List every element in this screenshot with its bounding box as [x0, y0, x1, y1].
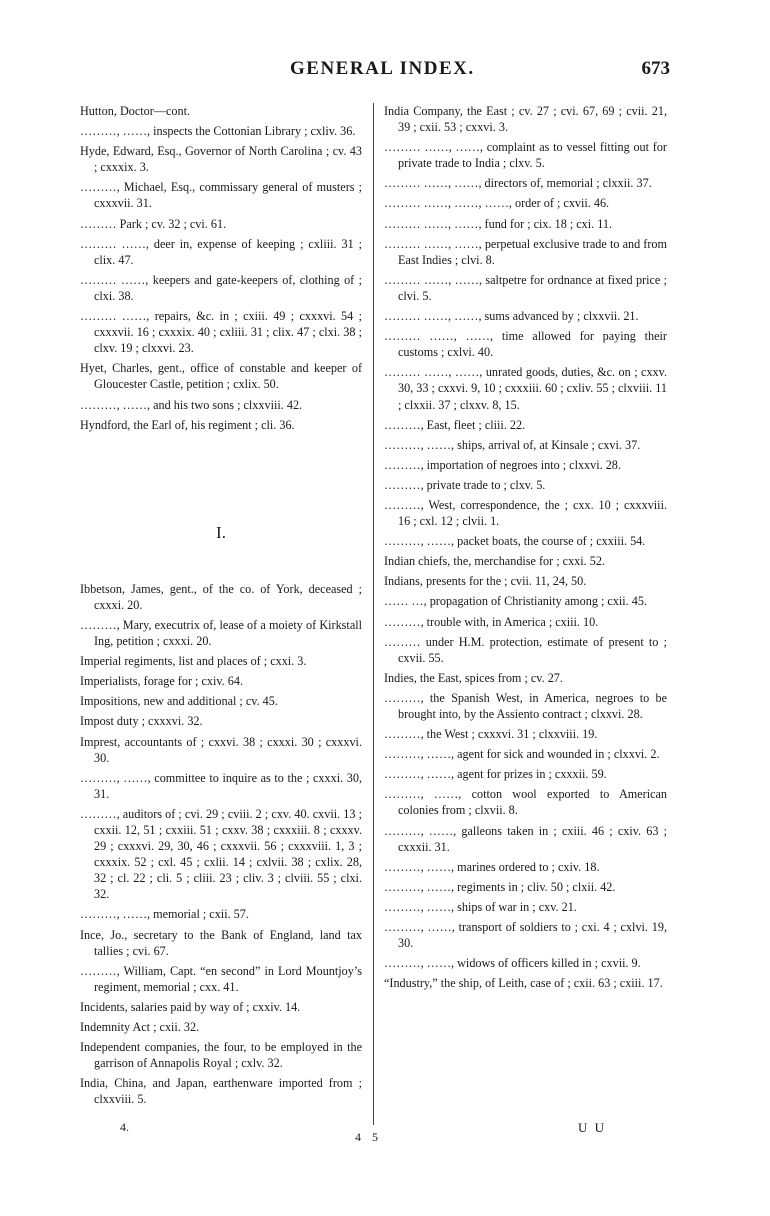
index-entry: ………, ……, and his two sons ; clxxviii. 42. [80, 397, 303, 412]
index-entry: ……… Park ; cv. 32 ; cvi. 61. [80, 216, 227, 231]
index-entry: Independent companies, the four, to be employed in the garrison of Annapolis Royal ; cxlv. 32. [80, 1040, 362, 1071]
index-entry: Imprest, accountants of ; cxxvi. 38 ; cxxxi. 30 ; cxxxvi. 30. [80, 734, 362, 765]
index-entry: ……… ……, ……, complaint as to vessel fitting out for private trade to India ; clxv. 5. [384, 140, 667, 171]
index-entry: ………, trouble with, in America ; cxiii. 10. [384, 614, 599, 629]
index-entry: ………, ……, committee to inquire as to the ; cxxxi. 30, 31. [80, 770, 362, 801]
index-entry: ……… ……, ……, perpetual exclusive trade to and from East Indies ; clvi. 8. [384, 236, 667, 267]
index-entry: Hyndford, the Earl of, his regiment ; cli. 36. [80, 417, 295, 432]
index-entry: India Company, the East ; cv. 27 ; cvi. 67, 69 ; cvii. 21, 39 ; cxii. 53 ; cxxvi. 3. [384, 104, 667, 135]
index-entry: ……… ……, ……, time allowed for paying their customs ; cxlvi. 40. [384, 329, 667, 360]
index-entry: ………, Mary, executrix of, lease of a moiety of Kirkstall Ing, petition ; cxxxi. 20. [80, 617, 362, 649]
right-entries [384, 103, 667, 991]
index-entry: ………, ……, packet boats, the course of ; cxxiii. 54. [384, 534, 646, 549]
index-entry: Ince, Jo., secretary to the Bank of England, land tax tallies ; cvi. 67. [80, 927, 362, 958]
index-entry: ………, ……, transport of soldiers to ; cxi. 4 ; cxlvi. 19, 30. [384, 920, 667, 951]
index-entry: ………, ……, widows of officers killed in ; cxvii. 9. [384, 956, 641, 971]
right-column [384, 103, 667, 995]
left-entries-h [80, 103, 362, 433]
index-entry: ………, ……, memorial ; cxii. 57. [80, 907, 249, 922]
footer-left-mark: 4. [120, 1120, 129, 1134]
index-entry: ………, ……, regiments in ; cliv. 50 ; clxii. 42. [384, 879, 616, 894]
index-entry: ………, Michael, Esq., commissary general of musters ; cxxxvii. 31. [80, 180, 362, 211]
index-entry: ………, ……, inspects the Cottonian Library ; cxliv. 36. [80, 124, 356, 139]
index-entry: …… …, propagation of Christianity among ; cxii. 45. [384, 594, 648, 609]
index-entry: ………, ……, ships of war in ; cxv. 21. [384, 899, 577, 914]
index-entry: ……… ……, deer in, expense of keeping ; cxliii. 31 ; clix. 47. [80, 236, 362, 267]
index-entry: Imperial regiments, list and places of ; cxxi. 3. [80, 654, 307, 669]
index-entry: ……… ……, repairs, &c. in ; cxiii. 49 ; cxxxvi. 54 ; cxxxvii. 16 ; cxxxix. 40 ; cxliii. 31 ; clix. 47 ; clxi. 38 ; clxv. 19 ; clxxvi. 23. [80, 309, 362, 356]
page-number: 673 [641, 58, 670, 79]
index-entry: India, China, and Japan, earthenware imported from ; clxxviii. 5. [80, 1076, 362, 1107]
index-entry: ……… ……, ……, unrated goods, duties, &c. on ; cxxv. 30, 33 ; cxxvi. 9, 10 ; cxxxiii. 60 ; cxliv. 55 ; clxviii. 11 ; clxxii. 37 ; clxxv. 8, 15. [384, 365, 667, 412]
index-entry: Indies, the East, spices from ; cv. 27. [384, 670, 563, 685]
left-entries-i [80, 581, 362, 1108]
index-entry: Impositions, new and additional ; cv. 45. [80, 694, 278, 709]
index-entry: ………, ……, ships, arrival of, at Kinsale ; cxvi. 37. [384, 437, 641, 452]
index-entry: ………, importation of negroes into ; clxxvi. 28. [384, 457, 621, 472]
index-entry: Imperialists, forage for ; cxiv. 64. [80, 674, 244, 689]
index-entry: ……… ……, ……, ……, order of ; cxvii. 46. [384, 196, 610, 211]
index-entry: ………, private trade to ; clxv. 5. [384, 477, 546, 492]
index-entry: Indian chiefs, the, merchandise for ; cxxi. 52. [384, 554, 605, 569]
index-entry: Indemnity Act ; cxii. 32. [80, 1020, 200, 1035]
index-entry: ………, auditors of ; cvi. 29 ; cviii. 2 ; cxv. 40. cxvii. 13 ; cxxii. 12, 51 ; cxxiii. 51 ; cxxv. 38 ; cxxxiii. 8 ; cxxxv. 29 ; cxxxvi. 29, 30, 46 ; cxxxvii. 56 ; cxxxviii. 1, 3 ; cxxxix. 52 ; cxl. 45 ; cxlii. 14 ; cxlvii. 38 ; cxlix. 28, 32 ; cl. 22 ; cli. 5 ; cliii. 23 ; cliv. 3 ; clviii. 55 ; clxi. 32. [80, 806, 362, 902]
index-entry: ……… ……, keepers and gate-keepers of, clothing of ; clxi. 38. [80, 272, 362, 303]
index-entry: Hyde, Edward, Esq., Governor of North Carolina ; cv. 43 ; cxxxix. 3. [80, 144, 362, 175]
index-entry: ………, ……, agent for sick and wounded in ; clxxvi. 2. [384, 747, 660, 762]
signature-mark: 4 5 [355, 1130, 382, 1144]
running-title: GENERAL INDEX. [290, 58, 475, 79]
index-entry: ………, West, correspondence, the ; cxx. 10 ; cxxxviii. 16 ; cxl. 12 ; clvii. 1. [384, 497, 667, 529]
index-entry: ……… ……, ……, sums advanced by ; clxxvii. 21. [384, 309, 639, 324]
index-entry: ……… under H.M. protection, estimate of present to ; cxvii. 55. [384, 634, 667, 665]
index-entry: ………, the West ; cxxxvi. 31 ; clxxviii. 19. [384, 727, 598, 742]
index-entry: Hyet, Charles, gent., office of constable and keeper of Gloucester Castle, petition ; cxlix. 50. [80, 361, 362, 392]
index-entry: ………, ……, agent for prizes in ; cxxxii. 59. [384, 767, 607, 782]
index-entry: Hutton, Doctor—cont. [80, 104, 191, 118]
index-entry: ………, ……, marines ordered to ; cxiv. 18. [384, 859, 600, 874]
column-divider [373, 103, 374, 1125]
index-entry: Impost duty ; cxxxvi. 32. [80, 714, 203, 729]
page-footer [0, 1120, 770, 1144]
index-entry: ………, East, fleet ; cliii. 22. [384, 417, 526, 432]
index-entry: ………, the Spanish West, in America, negroes to be brought into, by the Assiento contract ; clxxvi. 28. [384, 690, 667, 721]
index-entry: ………, ……, galleons taken in ; cxiii. 46 ; cxiv. 63 ; cxxxii. 31. [384, 823, 667, 854]
index-entry: Incidents, salaries paid by way of ; cxxiv. 14. [80, 999, 301, 1014]
signature-letters: U U [578, 1120, 607, 1135]
page-header [80, 58, 670, 88]
index-entry: “Industry,” the ship, of Leith, case of ; cxii. 63 ; cxiii. 17. [384, 976, 663, 991]
left-column [80, 103, 362, 1112]
index-entry: ……… ……, ……, directors of, memorial ; clxxii. 37. [384, 176, 652, 191]
index-entry: ……… ……, ……, saltpetre for ordnance at fixed price ; clvi. 5. [384, 272, 667, 303]
index-entry: Indians, presents for the ; cvii. 11, 24, 50. [384, 574, 587, 589]
index-entry: ………, William, Capt. “en second” in Lord Mountjoy’s regiment, memorial ; cxx. 41. [80, 963, 362, 994]
index-entry: ………, ……, cotton wool exported to American colonies from ; clxvii. 8. [384, 787, 667, 818]
index-entry: Ibbetson, James, gent., of the co. of York, deceased ; cxxxi. 20. [80, 581, 362, 612]
section-letter: I. [216, 522, 226, 542]
index-entry: ……… ……, ……, fund for ; cix. 18 ; cxi. 11. [384, 216, 613, 231]
